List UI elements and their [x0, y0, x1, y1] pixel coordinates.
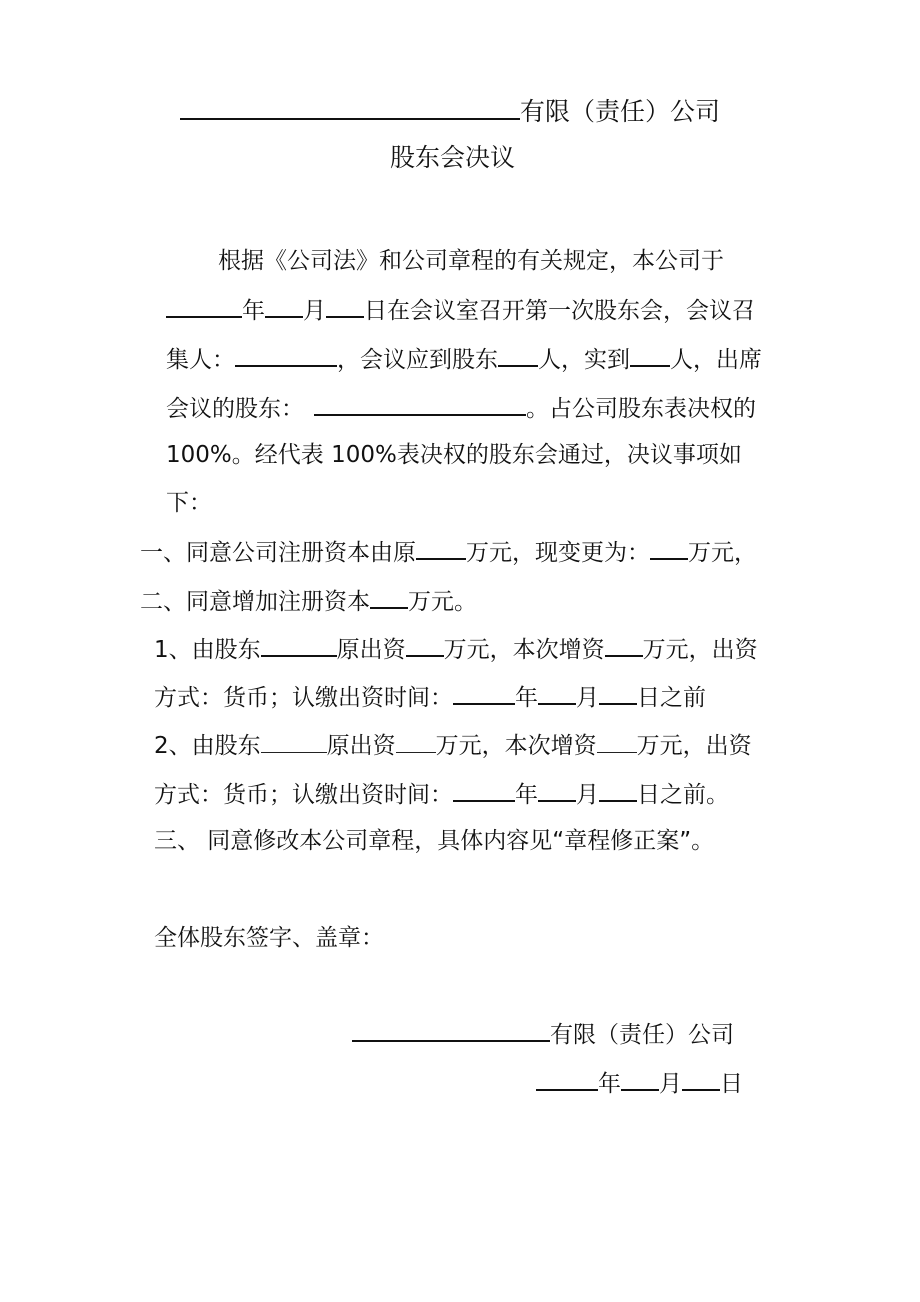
convener-label: 集人：: [166, 347, 235, 373]
s1-increase: 万元，本次增资: [443, 637, 605, 663]
sub-item-2-line-2: [154, 778, 729, 810]
new-capital-blank[interactable]: [650, 536, 688, 560]
item-two: [140, 585, 477, 617]
s1-month: 月: [576, 685, 599, 711]
company-name-line: [180, 96, 720, 127]
signature-company-blank[interactable]: [352, 1018, 550, 1042]
sub-item-1-line-1: [154, 633, 758, 665]
s2-original: 原出资: [326, 733, 396, 759]
month-label: 月: [303, 298, 326, 324]
intro-line-6: 下：: [166, 490, 212, 516]
convener-blank[interactable]: [235, 343, 337, 367]
signature-company-line: [352, 1018, 734, 1050]
item-one-label: 一、同意公司注册资本由原: [140, 540, 416, 566]
s1-label: 1、由股东: [154, 637, 261, 663]
intro-line-5: 100%。经代表 100%表决权的股东会通过，决议事项如: [166, 442, 742, 468]
meeting-text: 日在会议室召开第一次股东会，会议召: [364, 298, 755, 324]
s1-year: 年: [515, 685, 538, 711]
attending-label: 人，出席: [670, 347, 762, 373]
meeting-month-blank[interactable]: [265, 294, 303, 318]
company-name-blank[interactable]: [180, 96, 520, 120]
intro-line-2: [166, 294, 755, 326]
s2-month: 月: [576, 782, 599, 808]
intro-line-4: [166, 392, 756, 424]
expected-label: ，会议应到股东: [337, 347, 498, 373]
sub-item-2-line-1: [154, 730, 752, 761]
signature-company-suffix: 有限（责任）公司: [550, 1022, 734, 1048]
item-one-mid: 万元，现变更为：: [466, 540, 650, 566]
voting-rights-text: 。占公司股东表决权的: [526, 396, 756, 422]
expected-count-blank[interactable]: [498, 343, 538, 367]
s2-contribution: 万元，出资: [636, 733, 752, 759]
sub-item-1-line-2: [154, 681, 706, 713]
actual-count-blank[interactable]: [630, 343, 670, 367]
original-capital-blank[interactable]: [416, 536, 466, 560]
signature-month-blank[interactable]: [621, 1067, 659, 1091]
s1-day-blank[interactable]: [599, 681, 637, 705]
increase-capital-blank[interactable]: [370, 585, 408, 609]
signature-year-blank[interactable]: [536, 1067, 598, 1091]
s2-increase-amount-blank[interactable]: [597, 730, 637, 753]
signature-day-blank[interactable]: [682, 1067, 720, 1091]
s2-shareholder-blank[interactable]: [261, 730, 327, 753]
year-label: 年: [242, 298, 265, 324]
s2-label: 2、由股东: [154, 733, 261, 759]
s1-contribution: 万元，出资: [642, 637, 758, 663]
meeting-year-blank[interactable]: [166, 294, 242, 318]
signature-date-line: [536, 1067, 743, 1099]
shareholders-blank[interactable]: [314, 392, 526, 416]
s1-shareholder-blank[interactable]: [261, 633, 337, 657]
item-two-label: 二、同意增加注册资本: [140, 589, 370, 615]
intro-line-3: [166, 343, 762, 375]
document-title: 股东会决议: [390, 143, 516, 172]
s2-year-blank[interactable]: [453, 778, 515, 802]
item-three: 三、 同意修改本公司章程，具体内容见“章程修正案”。: [154, 828, 715, 854]
s1-year-blank[interactable]: [453, 681, 515, 705]
s2-method: 方式：货币；认缴出资时间：: [154, 782, 453, 808]
s2-day: 日之前。: [637, 782, 729, 808]
s2-day-blank[interactable]: [599, 778, 637, 802]
s2-year: 年: [515, 782, 538, 808]
s1-method: 方式：货币；认缴出资时间：: [154, 685, 453, 711]
item-one: [140, 536, 757, 568]
signature-month: 月: [659, 1071, 682, 1097]
s1-original-amount-blank[interactable]: [406, 633, 444, 657]
meeting-day-blank[interactable]: [326, 294, 364, 318]
s1-increase-amount-blank[interactable]: [605, 633, 643, 657]
item-one-end: 万元，: [688, 540, 757, 566]
s1-original: 原出资: [336, 637, 406, 663]
signature-day: 日: [720, 1071, 743, 1097]
item-two-end: 万元。: [408, 589, 477, 615]
s2-original-amount-blank[interactable]: [396, 730, 436, 753]
signature-year: 年: [598, 1071, 621, 1097]
s1-month-blank[interactable]: [538, 681, 576, 705]
shareholders-label: 会议的股东：: [166, 396, 304, 422]
s2-increase: 万元，本次增资: [435, 733, 597, 759]
actual-label: 人，实到: [538, 347, 630, 373]
company-suffix: 有限（责任）公司: [520, 97, 721, 126]
intro-line-1: 根据《公司法》和公司章程的有关规定，本公司于: [218, 248, 724, 274]
s1-day: 日之前: [637, 685, 706, 711]
s2-month-blank[interactable]: [538, 778, 576, 802]
signature-label: 全体股东签字、盖章：: [154, 925, 384, 951]
